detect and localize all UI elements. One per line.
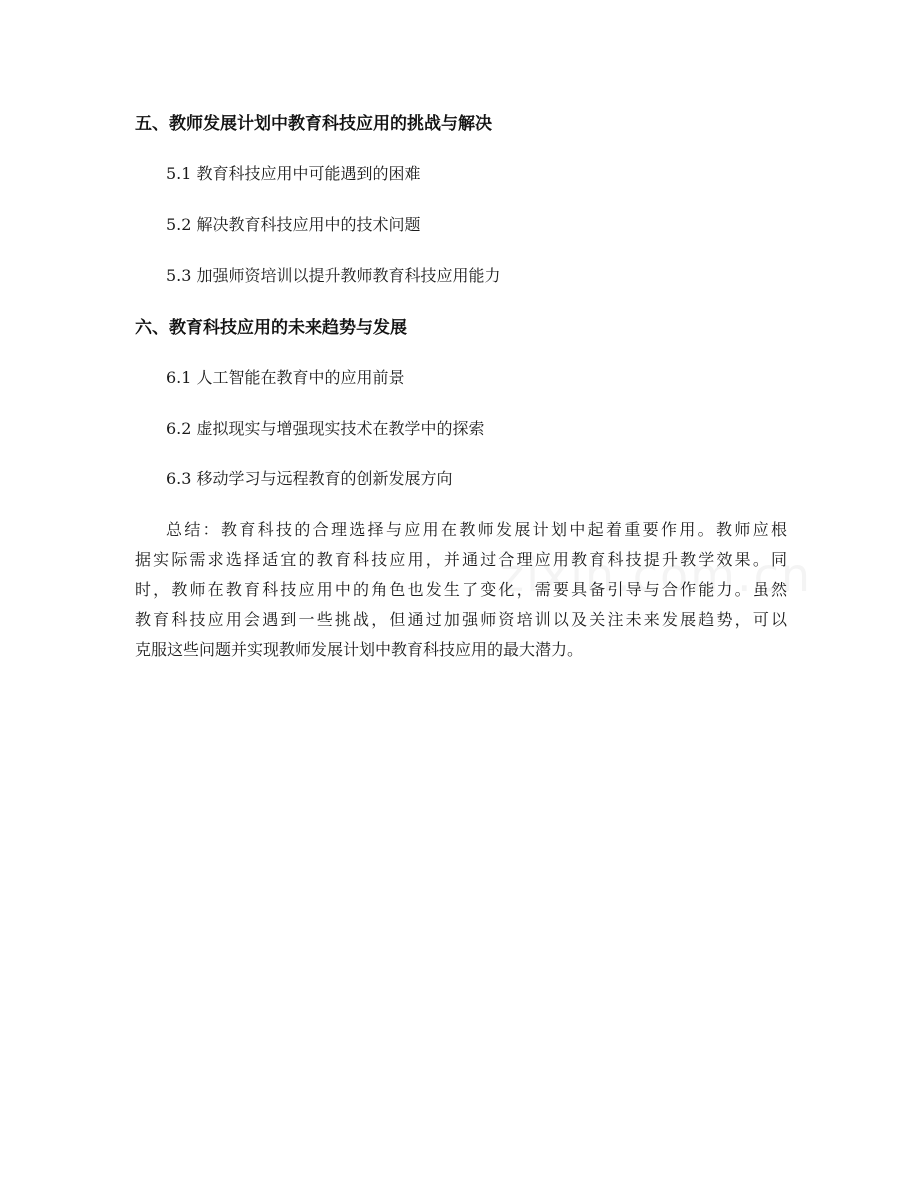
section-5-heading: 五、教师发展计划中教育科技应用的挑战与解决 [135,114,492,134]
summary-paragraph [135,515,787,665]
section-6-item-3: 6.3 移动学习与远程教育的创新发展方向 [166,469,453,488]
summary-line-4: 教育科技应用会遇到一些挑战，但通过加强师资培训以及关注未来发展趋势，可以 [135,610,787,629]
section-6-item-2: 6.2 虚拟现实与增强现实技术在教学中的探索 [166,419,485,438]
summary-line-1: 总结：教育科技的合理选择与应用在教师发展计划中起着重要作用。教师应根 [166,520,787,539]
section-6-item-1: 6.1 人工智能在教育中的应用前景 [166,368,405,387]
summary-line-3: 时，教师在教育科技应用中的角色也发生了变化，需要具备引导与合作能力。虽然 [135,580,787,599]
section-6-heading: 六、教育科技应用的未来趋势与发展 [135,318,407,338]
section-5-item-3: 5.3 加强师资培训以提升教师教育科技应用能力 [166,266,501,285]
summary-line-5: 克服这些问题并实现教师发展计划中教育科技应用的最大潜力。 [135,640,584,659]
section-5-item-1: 5.1 教育科技应用中可能遇到的困难 [166,164,421,183]
section-5-item-2: 5.2 解决教育科技应用中的技术问题 [166,215,421,234]
summary-line-2: 据实际需求选择适宜的教育科技应用，并通过合理应用教育科技提升教学效果。同 [135,550,787,569]
